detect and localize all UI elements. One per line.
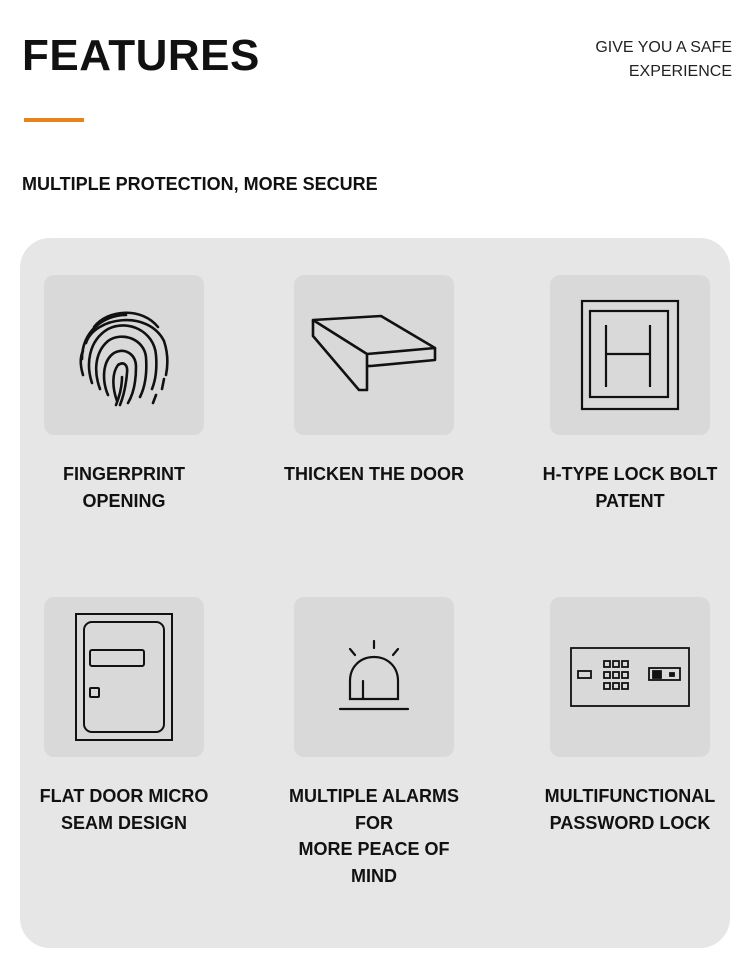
alarm-light-icon (334, 637, 414, 717)
keypad-lock-icon (569, 646, 691, 708)
tagline-line-2: EXPERIENCE (628, 63, 732, 80)
feature-label (530, 783, 730, 836)
feature-fingerprint (24, 275, 224, 514)
page-title: FEATURES (22, 31, 260, 80)
accent-divider (24, 118, 84, 122)
tagline-line-1: GIVE YOU A SAFE (595, 39, 732, 56)
feature-h-lock-bolt (530, 275, 730, 514)
feature-flat-door (24, 597, 224, 836)
flat-door-icon (74, 612, 174, 742)
feature-tile (44, 275, 204, 435)
feature-tile (44, 597, 204, 757)
feature-label (274, 461, 474, 488)
feature-label-line-1: MULTIFUNCTIONAL (544, 786, 716, 806)
feature-password-lock (530, 597, 730, 836)
feature-thicken-door (274, 275, 474, 488)
feature-label-line-2: PASSWORD LOCK (549, 812, 711, 833)
tagline (512, 36, 732, 84)
fingerprint-icon (64, 295, 184, 415)
feature-label-line-2: PATENT (595, 490, 665, 511)
feature-tile (294, 597, 454, 757)
feature-label-line-2: MORE PEACE OF MIND (298, 839, 450, 886)
feature-label-line-2: SEAM DESIGN (60, 812, 188, 833)
feature-tile (294, 275, 454, 435)
h-lock-bolt-icon (580, 299, 680, 411)
feature-label-line-1: THICKEN THE DOOR (284, 464, 464, 484)
thick-door-icon (309, 310, 439, 400)
feature-label (274, 783, 474, 889)
feature-alarms (274, 597, 474, 889)
section-subtitle: MULTIPLE PROTECTION, MORE SECURE (22, 174, 378, 194)
feature-tile (550, 597, 710, 757)
feature-label-line-1: MULTIPLE ALARMS FOR (289, 786, 459, 833)
feature-tile (550, 275, 710, 435)
feature-label (24, 783, 224, 836)
feature-label-line-1: FINGERPRINT (62, 464, 185, 484)
feature-label-line-1: H-TYPE LOCK BOLT (542, 464, 718, 484)
feature-label (530, 461, 730, 514)
feature-label-line-1: FLAT DOOR MICRO (39, 786, 209, 806)
feature-label-line-2: OPENING (82, 490, 166, 511)
features-panel (20, 238, 730, 948)
feature-label (24, 461, 224, 514)
